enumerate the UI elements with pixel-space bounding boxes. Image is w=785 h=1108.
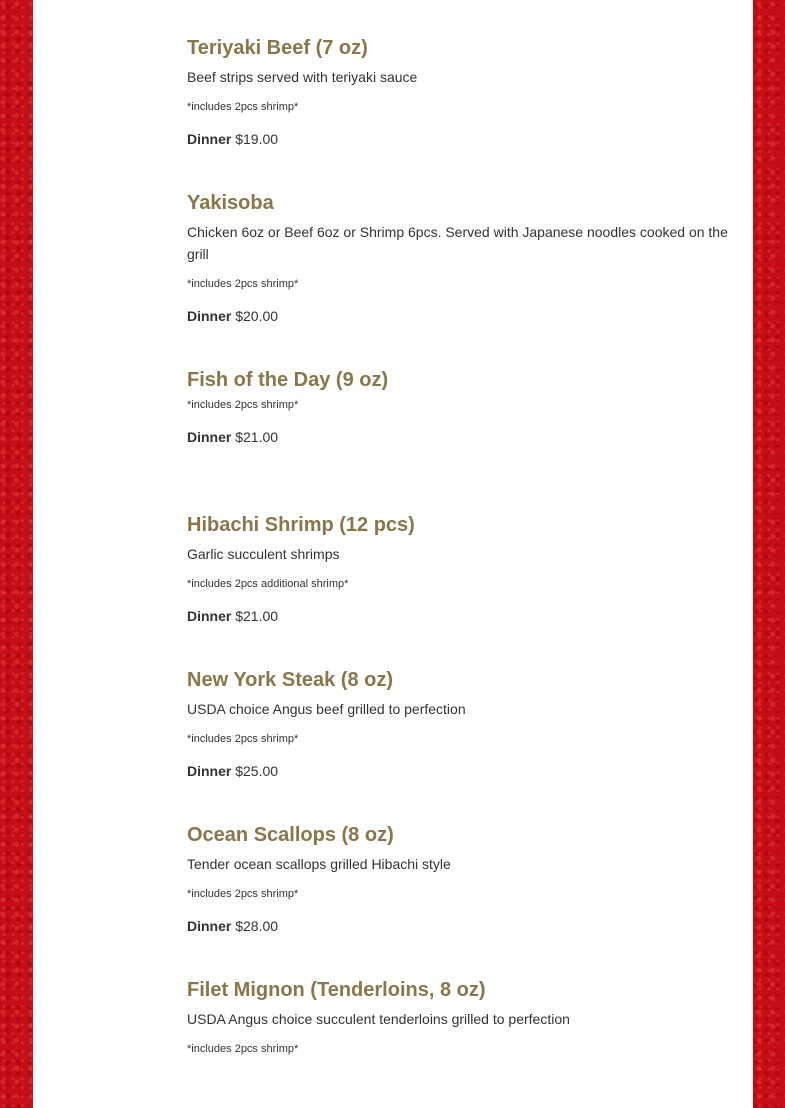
content-panel xyxy=(33,0,753,1108)
price-label: Dinner xyxy=(187,608,232,624)
price-value: $20.00 xyxy=(235,308,279,324)
price-value: $19.00 xyxy=(235,131,279,147)
item-title: Teriyaki Beef (7 oz) xyxy=(187,37,368,59)
menu-item-teriyaki-beef xyxy=(187,0,743,148)
price-value: $21.00 xyxy=(235,429,279,445)
menu-item-fish-of-the-day xyxy=(187,325,743,446)
item-note: *includes 2pcs additional shrimp* xyxy=(187,578,349,590)
menu-item-new-york-steak xyxy=(187,625,743,780)
menu-item-filet-mignon xyxy=(187,935,743,1056)
item-note: *includes 2pcs shrimp* xyxy=(187,101,299,113)
price-label: Dinner xyxy=(187,429,232,445)
price-value: $28.00 xyxy=(235,918,279,934)
price-label: Dinner xyxy=(187,308,232,324)
price-label: Dinner xyxy=(187,131,232,147)
item-title: Fish of the Day (9 oz) xyxy=(187,369,389,391)
price-value: $21.00 xyxy=(235,608,279,624)
item-title: Filet Mignon (Tenderloins, 8 oz) xyxy=(187,979,486,1001)
menu-item-hibachi-shrimp xyxy=(187,446,743,625)
item-title: New York Steak (8 oz) xyxy=(187,669,393,691)
menu-list xyxy=(187,0,743,1056)
item-description: Beef strips served with teriyaki sauce xyxy=(187,69,418,85)
price-label: Dinner xyxy=(187,918,232,934)
item-price-row xyxy=(187,307,743,325)
price-value: $25.00 xyxy=(235,763,279,779)
item-note: *includes 2pcs shrimp* xyxy=(187,1043,299,1055)
item-price-row xyxy=(187,428,743,446)
item-note: *includes 2pcs shrimp* xyxy=(187,888,299,900)
price-label: Dinner xyxy=(187,763,232,779)
item-price-row xyxy=(187,762,743,780)
menu-item-yakisoba xyxy=(187,148,743,325)
item-title: Hibachi Shrimp (12 pcs) xyxy=(187,514,415,536)
item-description: Chicken 6oz or Beef 6oz or Shrimp 6pcs. Served with Japanese noodles cooked on the grill xyxy=(187,224,728,262)
item-note: *includes 2pcs shrimp* xyxy=(187,399,299,411)
item-title: Yakisoba xyxy=(187,192,274,214)
item-title: Ocean Scallops (8 oz) xyxy=(187,824,394,846)
item-price-row xyxy=(187,607,743,625)
item-description: USDA Angus choice succulent tenderloins grilled to perfection xyxy=(187,1011,570,1027)
item-description: USDA choice Angus beef grilled to perfection xyxy=(187,701,466,717)
item-price-row xyxy=(187,917,743,935)
item-description: Tender ocean scallops grilled Hibachi style xyxy=(187,856,451,872)
menu-item-ocean-scallops xyxy=(187,780,743,935)
item-note: *includes 2pcs shrimp* xyxy=(187,278,299,290)
item-description: Garlic succulent shrimps xyxy=(187,546,340,562)
item-note: *includes 2pcs shrimp* xyxy=(187,733,299,745)
item-price-row xyxy=(187,130,743,148)
